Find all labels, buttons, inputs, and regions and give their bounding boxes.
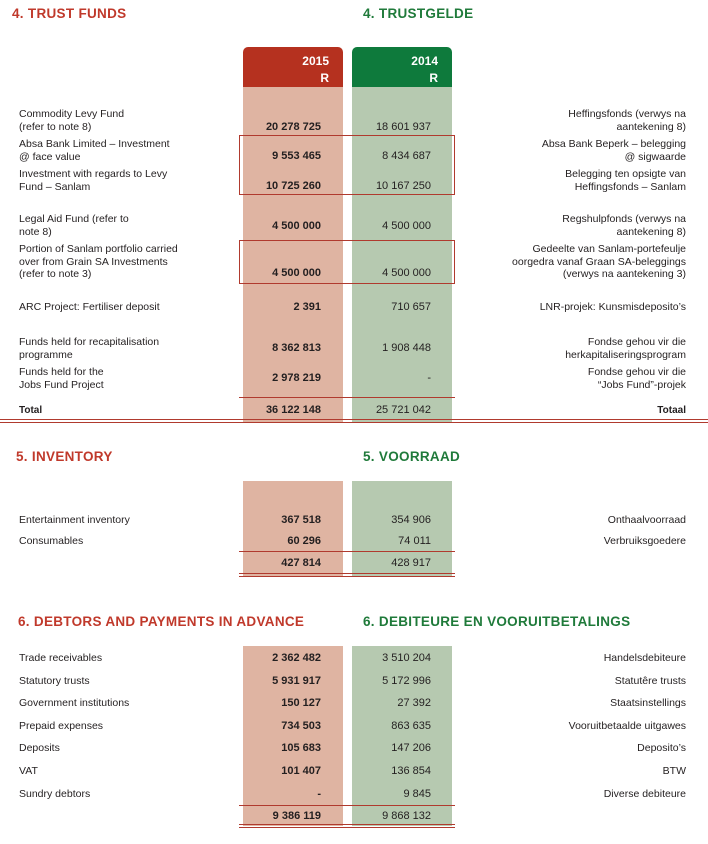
- debtors-total-2015: 9 386 119: [272, 810, 321, 822]
- trust-row-2015: 9 553 465: [272, 150, 321, 162]
- debtors-row-2014: 9 845: [403, 788, 431, 800]
- debtors-row-label: Government institutions: [19, 697, 130, 709]
- debtors-row-label-af: Staatsinstellings: [610, 697, 686, 709]
- trust-row-2015: 20 278 725: [265, 121, 321, 133]
- debtors-total-2014: 9 868 132: [382, 810, 431, 822]
- debtors-row-label: Statutory trusts: [19, 675, 90, 687]
- trust-row-2015: 2 978 219: [272, 372, 321, 384]
- trust-row-label: Legal Aid Fund (refer to note 8): [19, 213, 129, 238]
- debtors-row-label-af: Statutêre trusts: [614, 675, 686, 687]
- debtors-row-label: Trade receivables: [19, 652, 103, 664]
- inventory-heading: 5. INVENTORY: [16, 449, 113, 464]
- trust-row-label: Funds held for recapitalisation programme: [19, 336, 160, 361]
- trust-total-label-af: Totaal: [657, 405, 686, 416]
- trust-row-2014: 1 908 448: [382, 342, 431, 354]
- inventory-row-label: Entertainment inventory: [19, 514, 130, 526]
- trust-total-double-rule: [0, 419, 708, 423]
- debtors-row-label-af: Diverse debiteure: [603, 788, 686, 800]
- debtors-total-double-rule: [239, 824, 455, 828]
- debtors-row-2014: 136 854: [391, 765, 431, 777]
- currency-2015-label: R: [320, 71, 329, 85]
- debtors-row-2015: 5 931 917: [272, 675, 321, 687]
- inventory-row-2014: 354 906: [391, 514, 431, 526]
- debtors-heading: 6. DEBTORS AND PAYMENTS IN ADVANCE: [18, 614, 305, 629]
- trust-row-label-af: Absa Bank Beperk – belegging @ sigwaarde: [541, 138, 686, 163]
- trust-total-2014: 25 721 042: [375, 404, 431, 416]
- trust-row-label-af: Fondse gehou vir die “Jobs Fund”-projek: [587, 366, 686, 391]
- trust-row-2015: 4 500 000: [272, 220, 321, 232]
- inventory-total-rule: [239, 551, 455, 552]
- trust-total-2015: 36 122 148: [265, 404, 321, 416]
- debtors-row-2015: 734 503: [281, 720, 321, 732]
- trust-row-2014: 4 500 000: [382, 220, 431, 232]
- inventory-total-2014: 428 917: [391, 557, 431, 569]
- trustgelde-heading: 4. TRUSTGELDE: [363, 6, 474, 21]
- debtors-row-label-af: BTW: [662, 765, 686, 777]
- voorraad-heading: 5. VOORRAAD: [363, 449, 461, 464]
- trust-row-label: ARC Project: Fertiliser deposit: [19, 301, 160, 313]
- debtors-row-label-af: Deposito’s: [637, 742, 686, 754]
- year-2015-header: [243, 47, 343, 87]
- year-2015-label: 2015: [302, 54, 329, 68]
- trust-row-2014: 4 500 000: [382, 267, 431, 279]
- debtors-row-label-af: Vooruitbetaalde uitgawes: [568, 720, 686, 732]
- trust-row-label: Commodity Levy Fund (refer to note 8): [19, 108, 125, 133]
- trust-row-label-af: LNR-projek: Kunsmisdeposito’s: [539, 301, 686, 313]
- trust-row-label-af: Belegging ten opsigte van Heffingsfonds – Sanlam: [565, 168, 686, 193]
- trust-row-2014: 10 167 250: [375, 180, 431, 192]
- debtors-row-2015: -: [317, 788, 321, 800]
- year-2014-header: [352, 47, 452, 87]
- year-2014-label: 2014: [411, 54, 438, 68]
- inventory-row-label: Consumables: [19, 535, 84, 547]
- trust-row-2015: 4 500 000: [272, 267, 321, 279]
- trust-row-2014: -: [427, 372, 431, 384]
- debtors-row-2014: 863 635: [391, 720, 431, 732]
- debtors-row-label: Prepaid expenses: [19, 720, 104, 732]
- trust-row-2014: 8 434 687: [382, 150, 431, 162]
- debtors-row-label: Sundry debtors: [19, 788, 91, 800]
- debtors-row-2014: 3 510 204: [382, 652, 431, 664]
- debtors-row-label: VAT: [19, 765, 38, 777]
- trust-funds-heading: 4. TRUST FUNDS: [12, 6, 127, 21]
- trust-row-label: Investment with regards to Levy Fund – Sanlam: [19, 168, 168, 193]
- trust-row-label-af: Heffingsfonds (verwys na aantekening 8): [568, 108, 686, 133]
- currency-2014-label: R: [429, 71, 438, 85]
- inventory-row-label-af: Verbruiksgoedere: [603, 535, 686, 547]
- inventory-row-2015: 367 518: [281, 514, 321, 526]
- inventory-row-2015: 60 296: [287, 535, 321, 547]
- debtors-row-2015: 2 362 482: [272, 652, 321, 664]
- inventory-total-double-rule: [239, 573, 455, 577]
- debtors-row-2015: 105 683: [281, 742, 321, 754]
- trust-total-label: Total: [19, 405, 43, 416]
- trust-row-2014: 18 601 937: [375, 121, 431, 133]
- trust-row-label-af: Fondse gehou vir die herkapitaliseringsprogram: [565, 336, 686, 361]
- debtors-row-2015: 150 127: [281, 697, 321, 709]
- inventory-row-label-af: Onthaalvoorraad: [607, 514, 686, 526]
- trust-row-label: Portion of Sanlam portfolio carried over from Grain SA Investments (refer to note 3): [19, 243, 178, 280]
- trust-row-2014: 710 657: [391, 301, 431, 313]
- debiteure-heading: 6. DEBITEURE EN VOORUITBETALINGS: [363, 614, 631, 629]
- trust-row-2015: 8 362 813: [272, 342, 321, 354]
- debtors-row-label: Deposits: [19, 742, 60, 754]
- debtors-row-2014: 5 172 996: [382, 675, 431, 687]
- trust-row-label: Funds held for the Jobs Fund Project: [19, 366, 104, 391]
- trust-row-label-af: Regshulpfonds (verwys na aantekening 8): [562, 213, 686, 238]
- debtors-total-rule: [239, 805, 455, 806]
- inventory-total-2015: 427 814: [281, 557, 321, 569]
- debtors-row-2015: 101 407: [281, 765, 321, 777]
- debtors-row-label-af: Handelsdebiteure: [603, 652, 686, 664]
- trust-row-label-af: Gedeelte van Sanlam-portefeulje oorgedra vanaf Graan SA-beleggings (verwys na aantekening 3): [512, 243, 686, 280]
- debtors-row-2014: 147 206: [391, 742, 431, 754]
- trust-row-2015: 2 391: [293, 301, 321, 313]
- inventory-row-2014: 74 011: [398, 535, 431, 547]
- trust-row-label: Absa Bank Limited – Investment @ face value: [19, 138, 170, 163]
- trust-row-2015: 10 725 260: [265, 180, 321, 192]
- trust-total-rule: [239, 397, 455, 398]
- debtors-row-2014: 27 392: [397, 697, 431, 709]
